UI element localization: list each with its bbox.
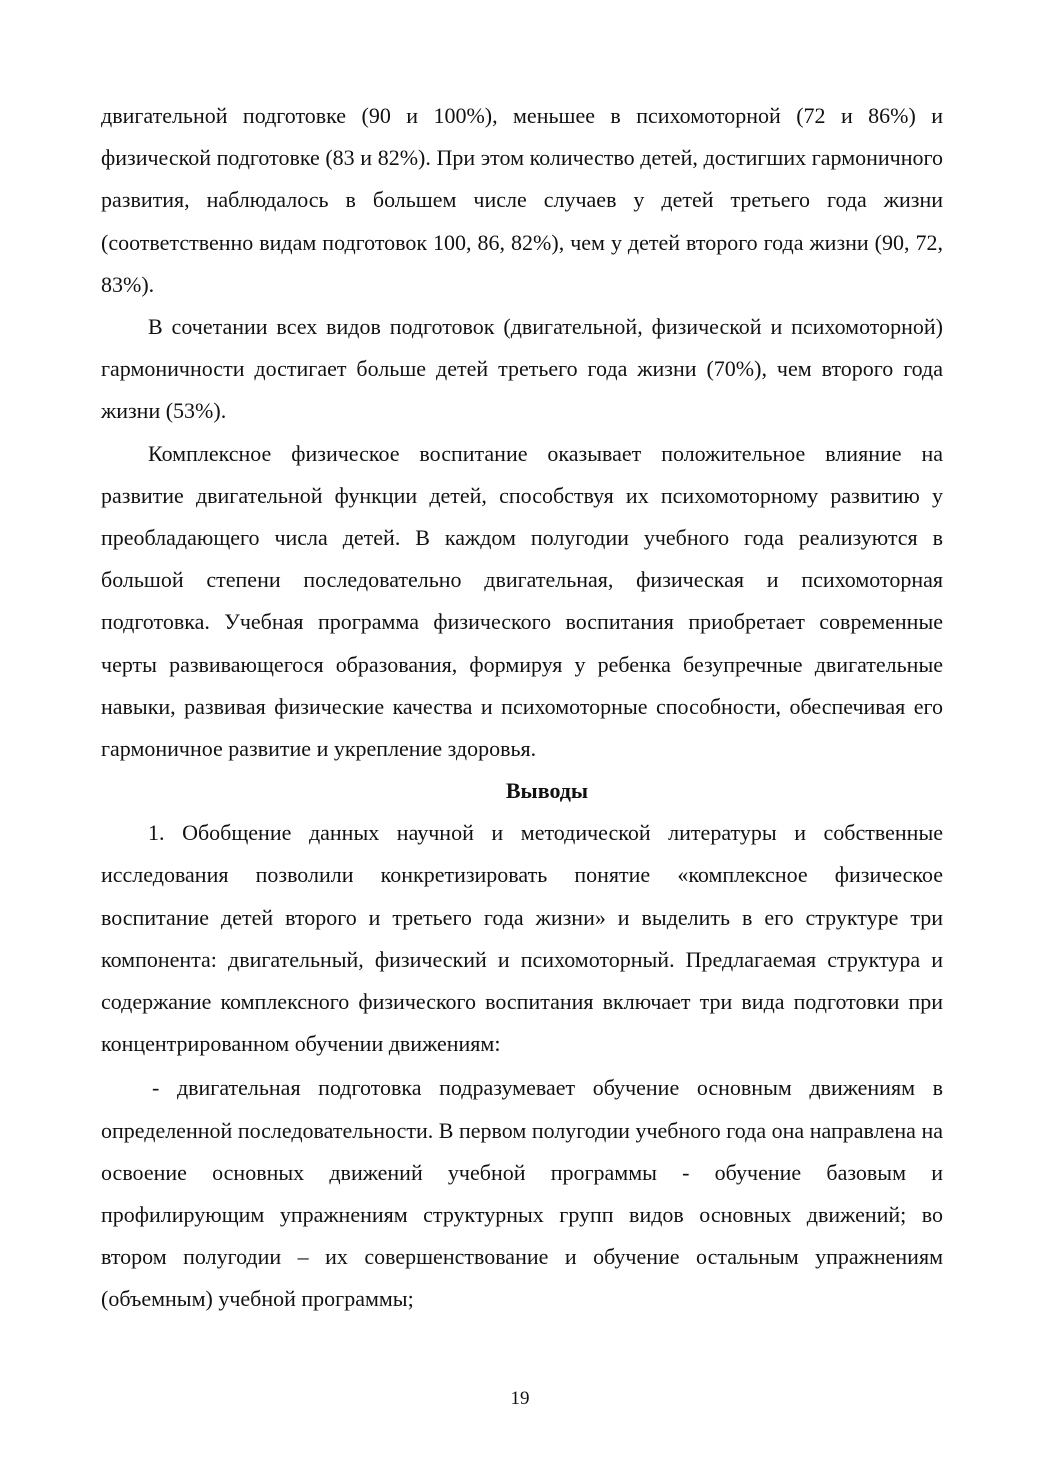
paragraph-motor-preparation: - двигательная подготовка подразумевает обучение основным движениям в определенной последовательности. В первом полугодии учебного года она направлена на освоение основных движений учебной программы - обучение базовым и профилирующим упражнениям структурных групп видов основных движений; во втором полугодии – их совершенствование и обучение остальным упражнениям (объемным) учебной программы;: [101, 1075, 943, 1312]
page-body: [101, 95, 943, 1321]
paragraph-combined-preparation: В сочетании всех видов подготовок (двигательной, физической и психомоторной) гармоничности достигает больше детей третьего года жизни (70%), чем второго года жизни (53%).: [101, 314, 943, 424]
paragraph-conclusion-1: 1. Обобщение данных научной и методической литературы и собственные исследования позволили конкретизировать понятие «комплексное физическое воспитание детей второго и третьего года жизни» и выделить в его структуре три компонента: двигательный, физический и психомоторный. Предлагаемая структура и содержание комплексного физического воспитания включает три вида подготовки при концентрированном обучении движениям:: [101, 820, 943, 1057]
paragraph-complex-education: Комплексное физическое воспитание оказывает положительное влияние на развитие двигательной функции детей, способствуя их психомоторному развитию у преобладающего числа детей. В каждом полугодии учебного года реализуются в большой степени последовательно двигательная, физическая и психомоторная подготовка. Учебная программа физического воспитания приобретает современные черты развивающегося образования, формируя у ребенка безупречные двигательные навыки, развивая физические качества и психомоторные способности, обеспечивая его гармоничное развитие и укрепление здоровья.: [101, 440, 943, 762]
section-heading-conclusions: Выводы: [505, 778, 589, 804]
paragraph-continued: двигательной подготовке (90 и 100%), меньшее в психомоторной (72 и 86%) и физической подготовке (83 и 82%). При этом количество детей, достигших гармоничного развития, наблюдалось в большем числе случаев у детей третьего года жизни (соответственно видам подготовок 100, 86, 82%), чем у детей второго года жизни (90, 72, 83%).: [101, 103, 943, 297]
page-number: 19: [510, 1388, 530, 1409]
